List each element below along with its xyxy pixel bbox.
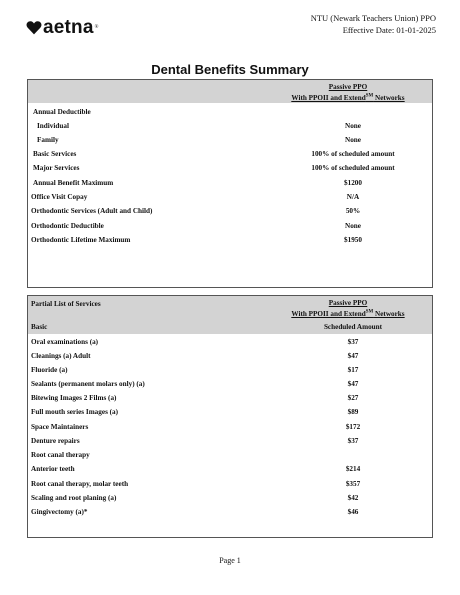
row-value: $17: [347, 366, 359, 374]
row-value: $89: [347, 408, 359, 416]
network-column-header: Passive PPO With PPOII and Extend℠ Networks: [291, 83, 405, 103]
row-value: $357: [345, 480, 361, 488]
row-value: N/A: [346, 193, 360, 201]
row-label: Annual Benefit Maximum: [33, 179, 114, 187]
table-row: [28, 508, 432, 522]
subheader-scheduled-amount: Scheduled Amount: [323, 323, 383, 331]
table-row: [28, 494, 432, 508]
row-label: Gingivectomy (a)*: [31, 508, 88, 516]
table-row: [28, 122, 432, 136]
row-label: Anterior teeth: [31, 465, 75, 473]
row-value: 100% of scheduled amount: [311, 150, 395, 158]
table-row: [28, 408, 432, 422]
row-label: Fluoride (a): [31, 366, 68, 374]
row-label: Annual Deductible: [33, 108, 91, 116]
row-label: Orthodontic Lifetime Maximum: [31, 236, 131, 244]
table-row: [28, 423, 432, 437]
table-row: [28, 338, 432, 352]
services-subheader: [28, 319, 432, 334]
table-row: [28, 150, 432, 164]
effective-date: Effective Date: 01-01-2025: [342, 25, 436, 35]
table-row: [28, 380, 432, 394]
row-label: Family: [37, 136, 59, 144]
table-row: [28, 465, 432, 479]
row-label: Space Maintainers: [31, 423, 89, 431]
table-row: [28, 352, 432, 366]
table-row: [28, 193, 432, 207]
row-value: $27: [347, 394, 359, 402]
table-row: [28, 480, 432, 494]
row-label: Major Services: [33, 164, 80, 172]
table-row: [28, 366, 432, 380]
row-label: Bitewing Images 2 Films (a): [31, 394, 117, 402]
table-row: [28, 236, 432, 250]
table-row: [28, 437, 432, 451]
table-row: [28, 222, 432, 236]
plan-header: [311, 12, 436, 36]
row-label: Denture repairs: [31, 437, 80, 445]
subheader-basic: Basic: [31, 323, 48, 331]
row-value: $37: [347, 338, 359, 346]
row-value: 50%: [345, 207, 361, 215]
row-label: Root canal therapy, molar teeth: [31, 480, 129, 488]
row-label: Cleanings (a) Adult: [31, 352, 91, 360]
plan-org: NTU (Newark Teachers Union) PPO: [310, 13, 436, 23]
table-row: [28, 136, 432, 150]
row-value: $42: [347, 494, 359, 502]
row-value: None: [345, 222, 361, 230]
table-row: [28, 179, 432, 193]
row-label: Orthodontic Deductible: [31, 222, 104, 230]
row-label: Oral examinations (a): [31, 338, 99, 346]
row-label: Office Visit Copay: [31, 193, 88, 201]
row-label: Orthodontic Services (Adult and Child): [31, 207, 153, 215]
row-value: $214: [345, 465, 361, 473]
row-value: None: [345, 136, 361, 144]
row-value: $1950: [344, 236, 362, 244]
registered-mark: ®: [94, 25, 99, 30]
row-label: Scaling and root planing (a): [31, 494, 117, 502]
table-row: [28, 394, 432, 408]
row-label: Root canal therapy: [31, 451, 90, 459]
benefits-table-header: [28, 80, 432, 103]
row-value: $47: [347, 352, 359, 360]
table-row: [28, 164, 432, 178]
services-table-header: [28, 296, 432, 319]
logo-wordmark: aetna: [43, 17, 94, 38]
row-label: Individual: [37, 122, 69, 130]
row-value: 100% of scheduled amount: [311, 164, 395, 172]
table-row: [28, 451, 432, 465]
page-title: Dental Benefits Summary: [151, 62, 309, 77]
row-label: Basic Services: [33, 150, 77, 158]
row-value: None: [345, 122, 361, 130]
network-column-header: Passive PPO With PPOII and Extend℠ Networks: [291, 299, 405, 319]
page-number: Page 1: [219, 556, 241, 565]
row-value: $46: [347, 508, 359, 516]
benefits-table: [27, 79, 433, 288]
row-value: $47: [347, 380, 359, 388]
table-row: [28, 108, 432, 122]
row-value: $37: [347, 437, 359, 445]
services-table: [27, 295, 433, 538]
row-label: Sealants (permanent molars only) (a): [31, 380, 145, 388]
row-label: Full mouth series Images (a): [31, 408, 119, 416]
services-header-label: Partial List of Services: [31, 300, 101, 308]
aetna-logo: [26, 18, 98, 37]
table-row: [28, 207, 432, 221]
heart-icon: [26, 20, 42, 36]
row-value: $1200: [344, 179, 362, 187]
row-value: $172: [345, 423, 361, 431]
